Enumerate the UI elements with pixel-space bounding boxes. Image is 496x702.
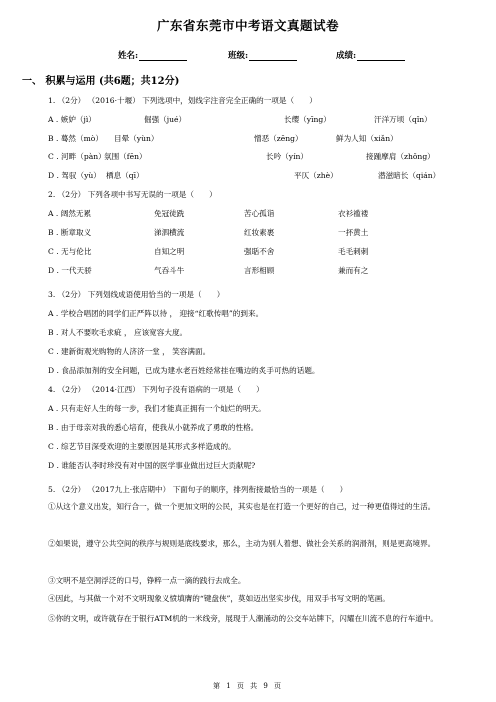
q5-sentence-4: ④因此，与其做一个对不文明现象义愤填膺的“键盘侠”，莫如迈出坚实步伐，用双手书写文明的笔画。 xyxy=(48,594,390,603)
question-3-stem: 3. （2分） 下列划线成语使用恰当的一项是（ ） xyxy=(48,290,225,299)
q5-sentence-2: ②如果说，遵守公共空间的秩序与规则是底线要求，那么，主动为别人着想、做社会关系的润滑剂，则是更高境界。 xyxy=(48,539,436,548)
q1-option-a: A . 嫉妒（jì） 倔强（jué） 长缨（yīng） 汗洋万顷（qǐn） xyxy=(48,115,432,124)
q4-option-a: A . 只有走好人生的每一步，我们才能真正拥有一个灿烂的明天。 xyxy=(48,404,266,413)
question-1-stem: 1. （2分） （2016·十堰） 下列选项中，划线字注音完全正确的一项是（ ） xyxy=(48,96,317,105)
page-title: 广东省东莞市中考语文真题试卷 xyxy=(156,18,339,33)
name-blank xyxy=(139,51,187,61)
q4-option-d: D . 谁能否认李时珍没有对中国的医学事业做出过巨大贡献呢? xyxy=(48,461,256,470)
q5-sentence-1: ①从这个意义出发，知行合一，做一个更加文明的公民，其实也是在打造一个更好的自己，过一种更值得过的生活。 xyxy=(48,502,436,511)
q2-option-d: D . 一代天骄 气吞斗牛 言形相顾 兼而有之 xyxy=(48,266,369,275)
q4-option-b: B . 由于母亲对我的悉心培育，使我从小就养成了勇敢的性格。 xyxy=(48,423,259,432)
q2-option-a: A . 阔然无累 免冠徒跣 苦心孤诣 衣衫褴褛 xyxy=(48,209,369,218)
q1-option-c: C . 河畔（pàn） 氛围（fēn） 长吟（yín） 接踵摩肩（zhǒng） xyxy=(48,152,435,161)
question-5-stem: 5. （2分） （2017九上·张店期中） 下面句子的顺序，排列衔接最恰当的一项是（ ） xyxy=(48,485,348,494)
section-heading: 一、 积累与运用 (共6题；共12分) xyxy=(22,76,180,87)
question-2-stem: 2. （2分） 下列各项中书写无误的一项是（ ） xyxy=(48,190,217,199)
name-field: 姓名: xyxy=(118,49,187,61)
q5-sentence-3: ③文明不是空洞浮泛的口号，铮粹一点一滴的践行去成全。 xyxy=(48,576,246,585)
q3-option-c: C . 建新街观光购物的人济济一堂 ， 笑容满面。 xyxy=(48,347,211,356)
q3-option-d: D . 食品添加剂的安全问题，已成为建水老百姓经常挂在嘴边的炙手可热的话题。 xyxy=(48,366,320,375)
class-blank xyxy=(249,51,297,61)
q4-option-c: C . 综艺节目深受欢迎的主要原因是其形式多样造成的。 xyxy=(48,442,236,451)
q2-option-c: C . 无与伦比 自知之明 强聒不舍 毛毛刺刺 xyxy=(48,247,369,256)
page-footer: 第 1 页 共 9 页 xyxy=(212,682,284,690)
q3-option-a: A . 学校合唱团的同学们正严阵以待 ， 迎接“红歌传唱”的到来。 xyxy=(48,309,264,318)
q1-option-b: B . 蓦然（mò） 目晕（yùn） 憎恶（zēng） 鲜为人知（xiǎn） xyxy=(48,134,398,143)
score-field: 成绩: xyxy=(336,49,405,61)
question-4-stem: 4. （2分） （2014·江西） 下列句子没有语病的一项是（ ） xyxy=(48,385,264,394)
q1-option-d: D . 驾驭（yù） 栖息（qī） 平仄（zhè） 潜滋暗长（qián） xyxy=(48,171,441,180)
q5-sentence-5: ⑤你的文明，或许就存在于银行ATM机的一米线旁，展现于人潮涌动的公交车站牌下，闪耀在川流不息的行车道中。 xyxy=(48,614,438,623)
q2-option-b: B . 断章取义 涕泗横流 红妆素裹 一抔黄土 xyxy=(48,228,369,237)
score-blank xyxy=(357,51,405,61)
q3-option-b: B . 对人不要吹毛求疵 ， 应该宽容大度。 xyxy=(48,328,188,337)
class-field: 班级: xyxy=(228,49,297,61)
